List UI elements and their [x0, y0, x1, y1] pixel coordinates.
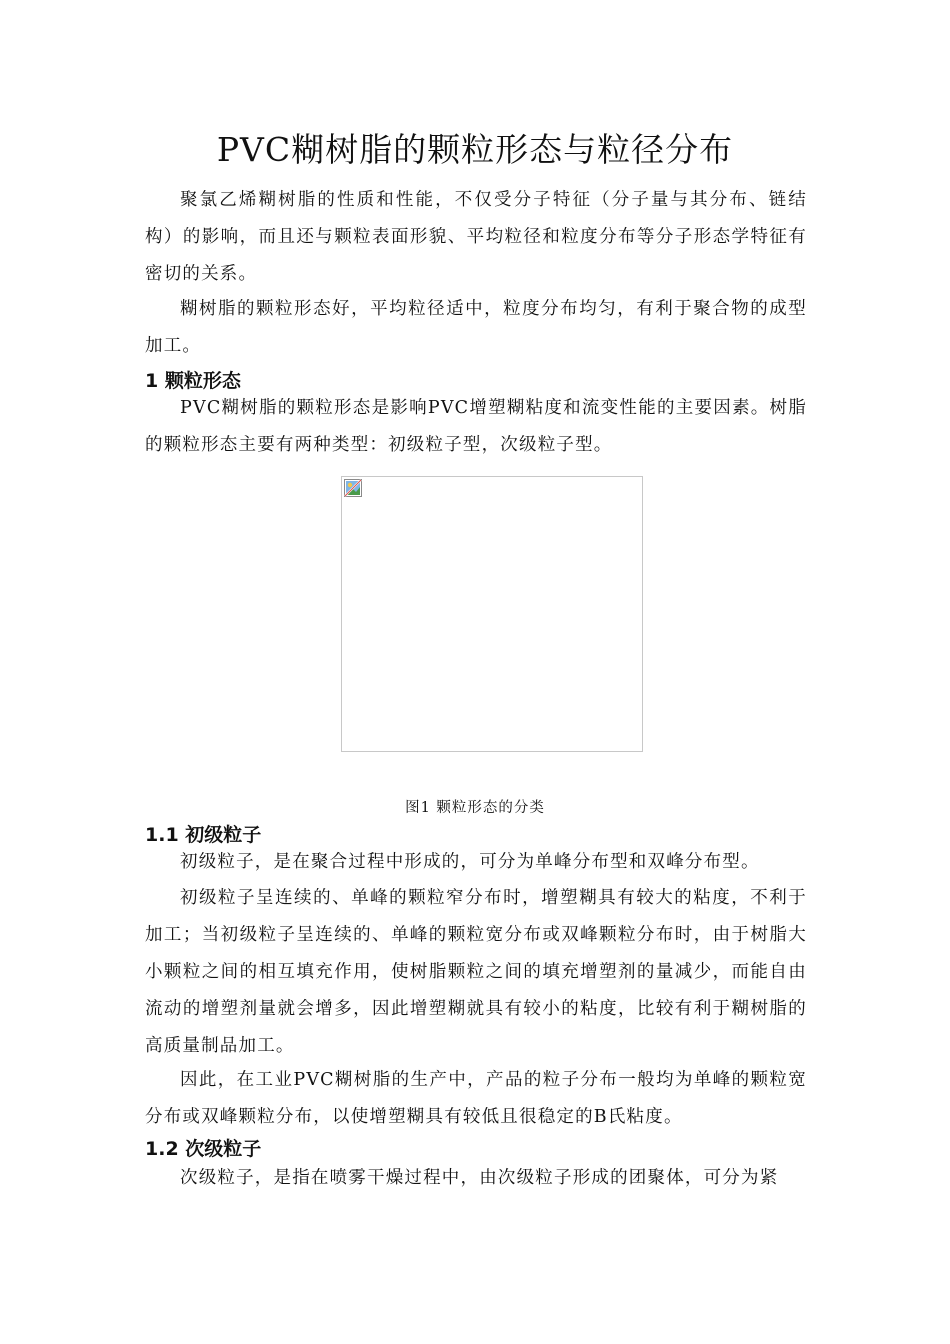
- section-1-1-paragraph-2: 初级粒子呈连续的、单峰的颗粒窄分布时，增塑糊具有较大的粘度，不利于加工；当初级粒子呈连续的、单峰的颗粒宽分布或双峰颗粒分布时，由于树脂大小颗粒之间的相互填充作用，使树脂颗粒之间的填充增塑剂的量减少，而能自由流动的增塑剂量就会增多，因此增塑糊就具有较小的粘度，比较有利于糊树脂的高质量制品加工。: [145, 888, 807, 1056]
- section-1-paragraph: PVC糊树脂的颗粒形态是影响PVC增塑糊粘度和流变性能的主要因素。树脂的颗粒形态主要有两种类型：初级粒子型，次级粒子型。: [145, 398, 807, 455]
- section-1-1-heading: 1.1 初级粒子: [145, 824, 262, 846]
- section-1-1-paragraph-1: 初级粒子，是在聚合过程中形成的，可分为单峰分布型和双峰分布型。: [180, 852, 760, 872]
- broken-image-icon: [344, 479, 362, 497]
- intro-paragraph-1: 聚氯乙烯糊树脂的性质和性能，不仅受分子特征（分子量与其分布、链结构）的影响，而且还与颗粒表面形貌、平均粒径和粒度分布等分子形态学特征有密切的关系。: [145, 190, 807, 284]
- figure-1-caption: 图1 颗粒形态的分类: [405, 800, 545, 816]
- figure-1-image: [341, 476, 643, 752]
- section-1-heading: 1 颗粒形态: [145, 370, 241, 392]
- section-1-1-paragraph-3: 因此，在工业PVC糊树脂的生产中，产品的粒子分布一般均为单峰的颗粒宽分布或双峰颗粒分布，以使增塑糊具有较低且很稳定的B氏粘度。: [145, 1070, 807, 1127]
- intro-paragraph-2: 糊树脂的颗粒形态好，平均粒径适中，粒度分布均匀，有利于聚合物的成型加工。: [145, 299, 807, 356]
- section-1-2-heading: 1.2 次级粒子: [145, 1138, 262, 1160]
- section-1-2-paragraph: 次级粒子，是指在喷雾干燥过程中，由次级粒子形成的团聚体，可分为紧: [180, 1168, 779, 1188]
- document-title: PVC糊树脂的颗粒形态与粒径分布: [216, 130, 734, 169]
